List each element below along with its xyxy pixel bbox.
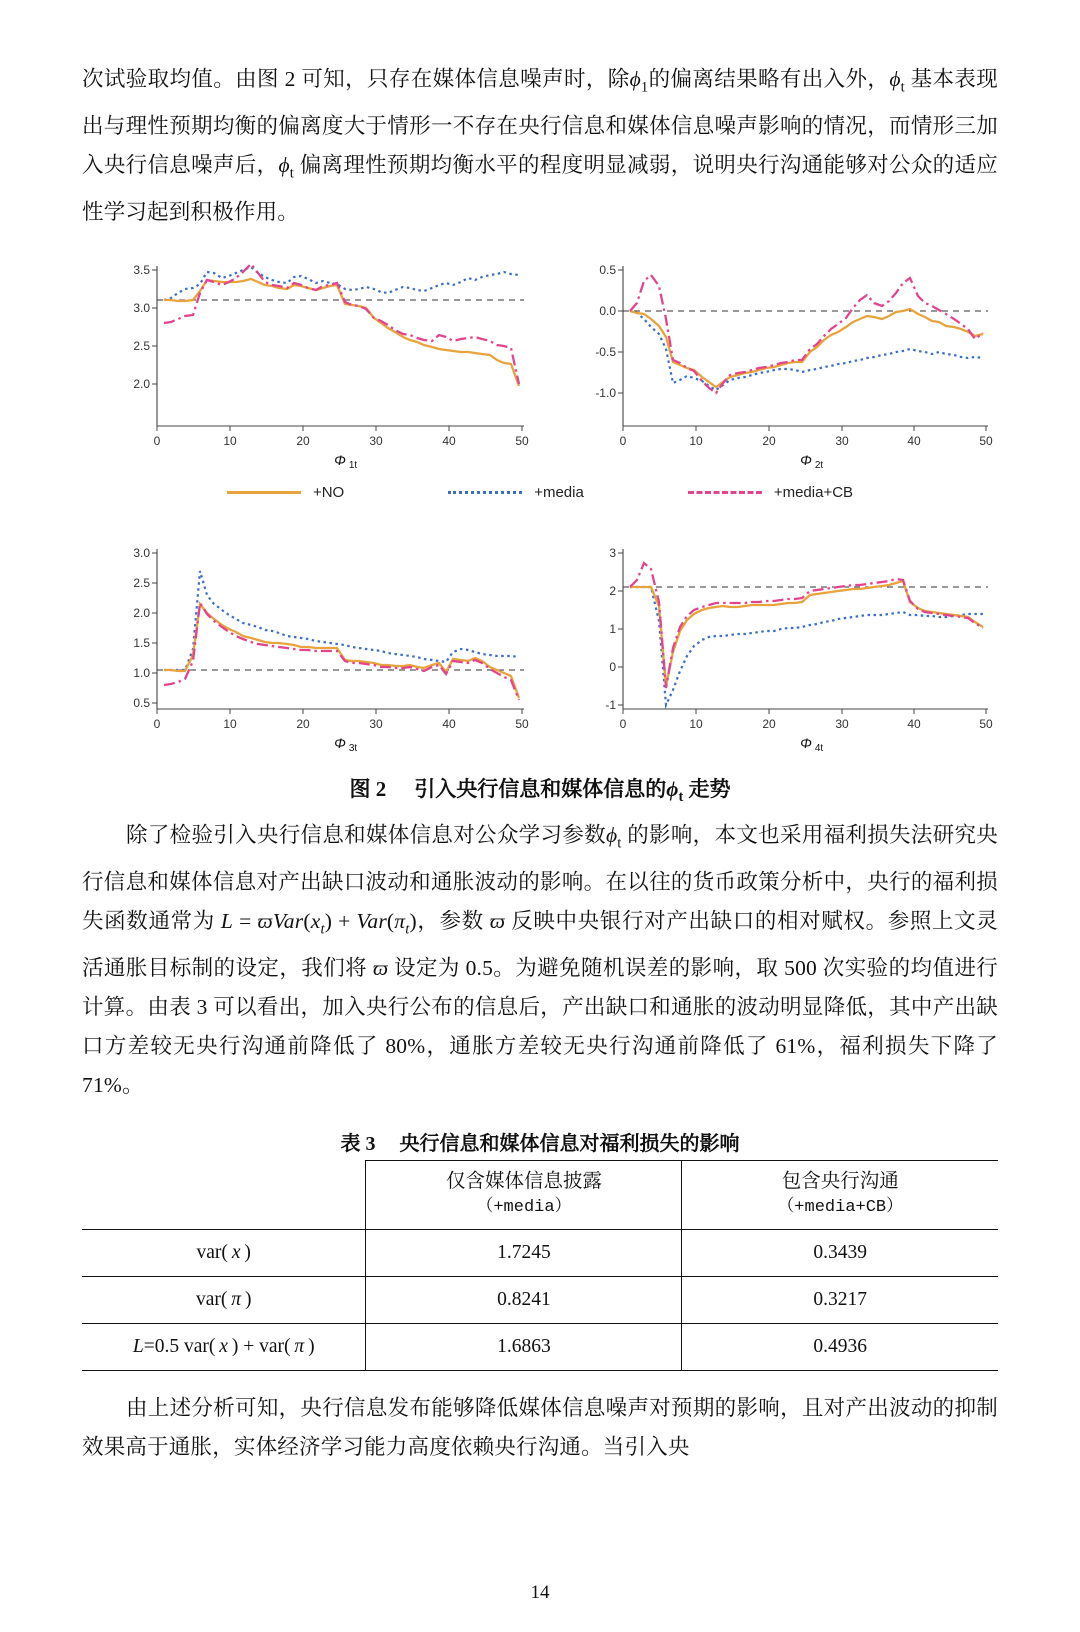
row-label-loss: L=0.5 var( x ) + var( π ) (82, 1323, 366, 1370)
svg-text:40: 40 (442, 433, 456, 448)
svg-text:3: 3 (609, 545, 616, 560)
svg-text:30: 30 (369, 716, 383, 731)
table-header-cb-line1: 包含央行沟通 (781, 1170, 899, 1192)
svg-text:0.5: 0.5 (133, 695, 150, 710)
svg-text:20: 20 (762, 716, 776, 731)
legend-label-media: +media (534, 483, 584, 501)
svg-text:1t: 1t (348, 459, 358, 469)
table-row (82, 1276, 998, 1323)
chart-phi3t-svg (82, 537, 537, 752)
cell-var-pi-cb: 0.3217 (682, 1276, 998, 1323)
row-label-var-x: var( x ) (82, 1229, 366, 1276)
figure-caption: 图 2 引入央行信息和媒体信息的$\phi_t$ 走势 (349, 776, 731, 805)
chart-phi2t-svg (548, 254, 998, 469)
figure-2 (82, 254, 998, 806)
svg-text:10: 10 (223, 716, 237, 731)
svg-text:30: 30 (369, 433, 383, 448)
svg-text:3t: 3t (348, 742, 358, 752)
charts-row-top (82, 254, 998, 474)
paragraph-1: 次试验取均值。由图 2 可知，只存在媒体信息噪声时，除$\phi_1$的偏离结果略有出入外，$\phi_t$ 基本表现出与理性预期均衡的偏离度大于情形一不存在央行信息和媒体信息噪声影响的情况，而情形三加入央行信息噪声后，$\phi_t$ 偏离理性预期均衡水平的程度明显减弱，说明央行沟通能够对公众的适应性学习起到积极作用。 (82, 66, 999, 225)
cell-loss-media: 1.6863 (366, 1323, 682, 1370)
svg-text:-0.5: -0.5 (595, 344, 616, 359)
figure-legend (82, 484, 998, 501)
svg-text:1: 1 (609, 621, 616, 636)
chart-phi1t-svg (82, 254, 537, 469)
legend-label-media-cb: +media+CB (773, 483, 854, 501)
legend-item-media-cb (688, 484, 853, 501)
chart-phi4t-svg (548, 537, 998, 752)
svg-text:-1.0: -1.0 (595, 385, 616, 400)
chart-phi3t (82, 537, 537, 757)
svg-text:0: 0 (153, 716, 161, 731)
svg-text:Φ: Φ (334, 451, 346, 468)
svg-text:2.5: 2.5 (133, 338, 150, 353)
chart-phi1t (82, 254, 537, 474)
svg-text:0.0: 0.0 (599, 303, 616, 318)
cell-var-x-cb: 0.3439 (682, 1229, 998, 1276)
table-header-media-line2: （+media） (476, 1197, 572, 1217)
cell-loss-cb: 0.4936 (682, 1323, 998, 1370)
legend-item-no (227, 484, 344, 501)
svg-text:Φ: Φ (800, 734, 812, 751)
svg-text:20: 20 (296, 433, 310, 448)
table-row (82, 1229, 998, 1276)
paragraph-2: 除了检验引入央行信息和媒体信息对公众学习参数$\phi_t$ 的影响，本文也采用福利损失法研究央行信息和媒体信息对产出缺口波动和通胀波动的影响。在以往的货币政策分析中，央行的福利损失函数通常为 $L = ϖVar(x_t) + Var(\pi_t)$，参数 ϖ 反映中央银行对产出缺口的相对赋权。参照上文灵活通胀目标制的设定，我们将 ϖ 设定为 0.5。为避免随机误差的影响，取 500 次实验的均值进行计算。由表 3 可以看出，加入央行公布的信息后，产出缺口和通胀的波动明显降低，其中产出缺口方差较无央行沟通前降低了 80%，通胀方差较无央行沟通前降低了 61%，福利损失下降了 71%。 (82, 822, 999, 1098)
chart-phi2t (548, 254, 998, 474)
page-number: 14 (530, 1582, 550, 1603)
svg-text:4t: 4t (814, 742, 824, 752)
svg-text:2: 2 (609, 583, 616, 598)
cell-var-x-media: 1.7245 (366, 1229, 682, 1276)
svg-text:50: 50 (515, 433, 529, 448)
svg-text:40: 40 (442, 716, 456, 731)
legend-item-media (448, 484, 584, 501)
table-header-cb-line2: （+media+CB） (777, 1197, 904, 1217)
legend-label-no: +NO (312, 483, 345, 501)
figure-caption-label: 图 2 (349, 776, 387, 801)
table-header-media-line1: 仅含媒体信息披露 (445, 1170, 602, 1192)
svg-text:3.0: 3.0 (133, 545, 150, 560)
charts-row-bottom (82, 537, 998, 757)
svg-text:3.5: 3.5 (133, 262, 150, 277)
svg-text:0: 0 (619, 433, 627, 448)
table-header-row (82, 1160, 998, 1229)
svg-text:2.0: 2.0 (133, 605, 150, 620)
table-caption (82, 1127, 998, 1156)
svg-text:0: 0 (609, 659, 616, 674)
svg-text:30: 30 (835, 716, 849, 731)
svg-text:3.0: 3.0 (133, 300, 150, 315)
svg-text:1.5: 1.5 (133, 635, 150, 650)
table-header-media (366, 1160, 682, 1229)
svg-text:2t: 2t (814, 459, 824, 469)
chart-phi4t (548, 537, 998, 757)
svg-text:10: 10 (689, 716, 703, 731)
svg-text:10: 10 (689, 433, 703, 448)
svg-text:Φ: Φ (800, 451, 812, 468)
svg-text:30: 30 (835, 433, 849, 448)
svg-text:40: 40 (907, 433, 921, 448)
table-header-cb (682, 1160, 998, 1229)
svg-text:20: 20 (296, 716, 310, 731)
svg-text:20: 20 (762, 433, 776, 448)
cell-var-pi-media: 0.8241 (366, 1276, 682, 1323)
row-label-var-pi: var( π ) (82, 1276, 366, 1323)
table-row (82, 1323, 998, 1370)
svg-text:40: 40 (907, 716, 921, 731)
table-header-blank (82, 1160, 366, 1229)
svg-text:-1: -1 (605, 697, 616, 712)
table-caption-label: 表 3 (340, 1132, 376, 1155)
legend-line-media (448, 491, 522, 494)
legend-line-no (227, 491, 301, 494)
svg-text:2.5: 2.5 (133, 575, 150, 590)
svg-text:0: 0 (619, 716, 627, 731)
svg-text:50: 50 (515, 716, 529, 731)
svg-text:0.5: 0.5 (599, 262, 616, 277)
table-caption-text: 央行信息和媒体信息对福利损失的影响 (399, 1132, 740, 1155)
welfare-table (82, 1160, 998, 1371)
svg-text:50: 50 (979, 716, 993, 731)
svg-text:0: 0 (153, 433, 161, 448)
svg-text:1.0: 1.0 (133, 665, 150, 680)
svg-text:2.0: 2.0 (133, 376, 150, 391)
legend-line-media-cb (688, 491, 762, 494)
paragraph-3: 由上述分析可知，央行信息发布能够降低媒体信息噪声对预期的影响，且对产出波动的抑制效果高于通胀，实体经济学习能力高度依赖央行沟通。当引入央 (82, 1395, 998, 1459)
svg-text:10: 10 (223, 433, 237, 448)
svg-text:Φ: Φ (334, 734, 346, 751)
svg-text:50: 50 (979, 433, 993, 448)
